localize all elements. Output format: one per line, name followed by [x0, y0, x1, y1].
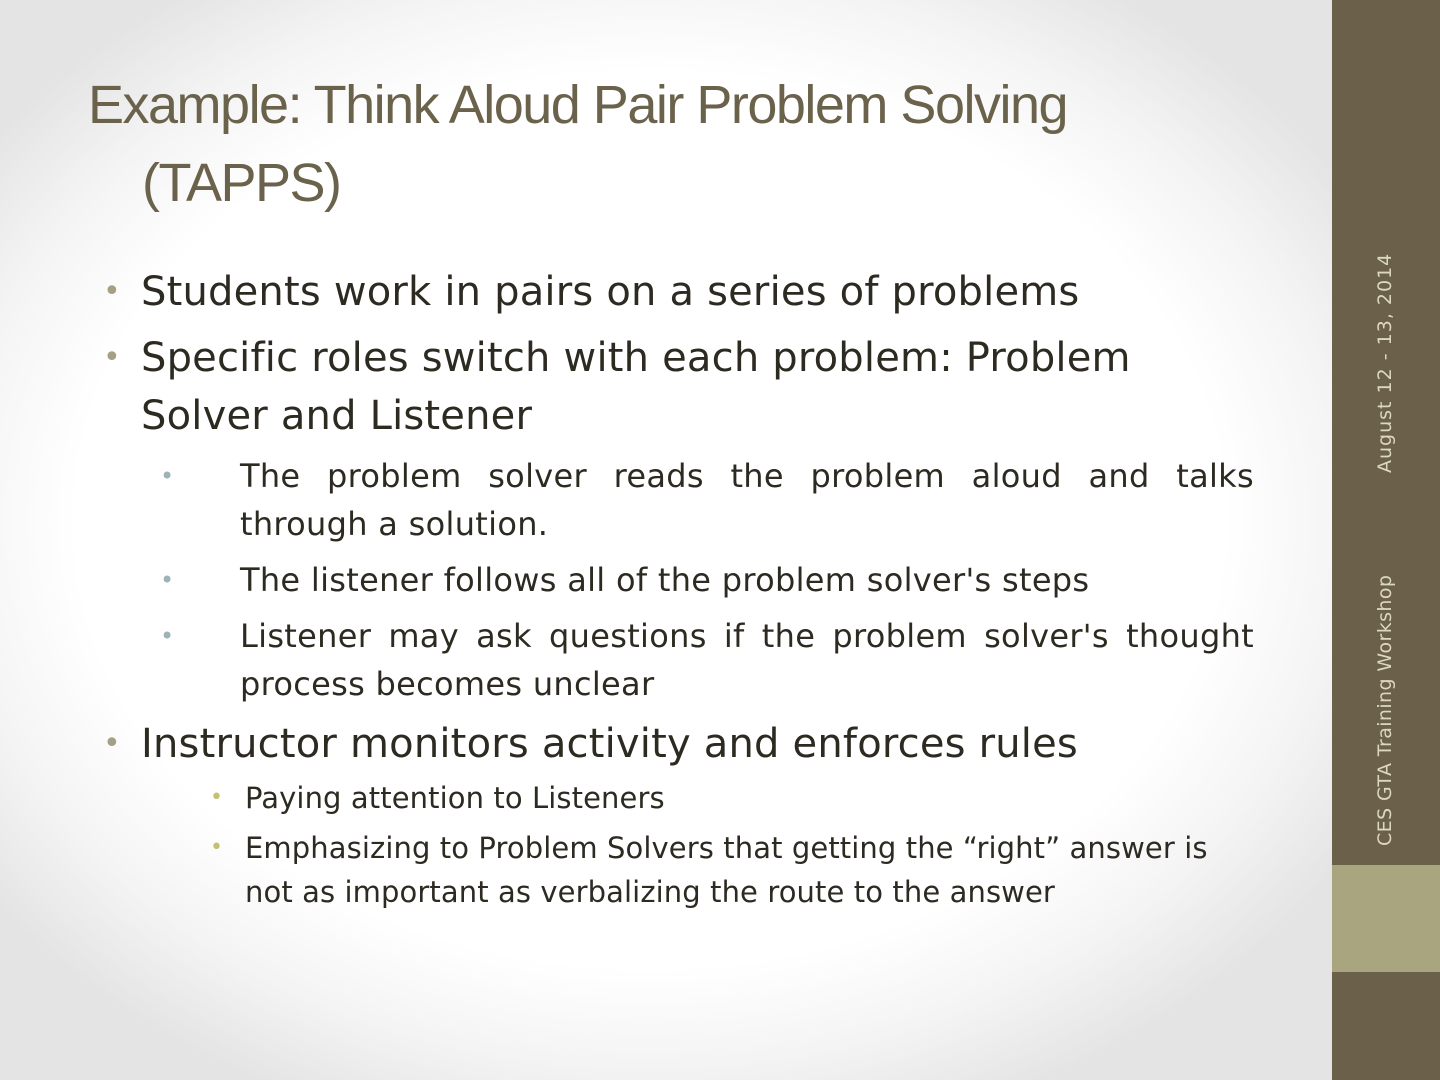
bullet-dot-icon: •	[210, 835, 224, 860]
bullet-item	[103, 715, 1241, 773]
bullet-dot-icon: •	[103, 274, 121, 309]
bullet-dot-icon: •	[160, 622, 175, 650]
bullet-dot-icon: •	[160, 462, 175, 490]
slide-title-line-1: Example: Think Aloud Pair Problem Solving	[88, 75, 1068, 135]
sub-bullet-text: The listener follows all of the problem solver's steps	[240, 561, 1090, 599]
slide-title	[88, 66, 1268, 222]
bullet-dot-icon: •	[103, 340, 121, 375]
sub-sub-bullet-item	[210, 826, 1245, 914]
sidebar-date: August 12 - 13, 2014	[1374, 252, 1396, 473]
bullet-dot-icon: •	[160, 566, 175, 594]
bullet-dot-icon: •	[103, 726, 121, 761]
sub-bullet-text: The problem solver reads the problem aloud and talks through a solution.	[240, 457, 1254, 543]
bullet-text: Specific roles switch with each problem: Problem Solver and Listener	[141, 335, 1131, 439]
bullet-text: Students work in pairs on a series of problems	[141, 269, 1080, 315]
sub-sub-bullet-text: Emphasizing to Problem Solvers that getting the “right” answer is not as important as verbalizing the route to the answer	[245, 831, 1208, 909]
bullet-dot-icon: •	[210, 785, 224, 810]
sub-bullet-text: Listener may ask questions if the problem solver's thought process becomes unclear	[240, 617, 1254, 703]
slide-title-line-2: (TAPPS)	[142, 153, 341, 213]
sidebar-event-name: CES GTA Training Workshop	[1374, 574, 1396, 846]
sub-sub-bullet-item	[210, 776, 1245, 820]
sidebar-accent-block	[1332, 865, 1440, 972]
bullet-item	[103, 263, 1241, 321]
sub-sub-bullet-text: Paying attention to Listeners	[245, 781, 665, 815]
sub-bullet-item	[160, 556, 1254, 604]
bullet-text: Instructor monitors activity and enforces rules	[141, 721, 1078, 767]
sub-bullet-item	[160, 612, 1254, 708]
sub-bullet-item	[160, 452, 1254, 548]
bullet-item	[103, 329, 1201, 445]
